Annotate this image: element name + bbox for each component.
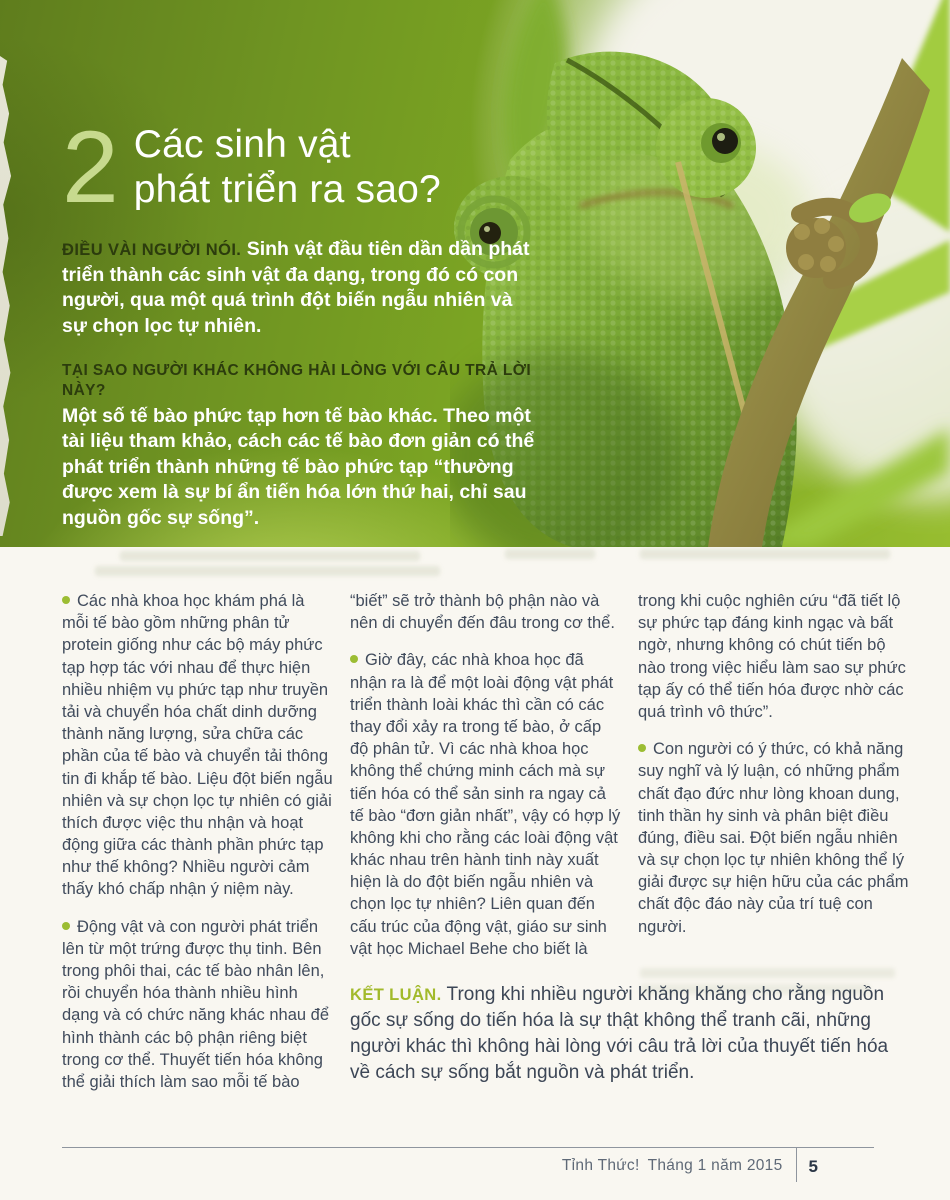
bullet-dot-icon (350, 655, 358, 663)
page-title (134, 122, 441, 212)
conclusion-label: KẾT LUẬN. (350, 986, 442, 1004)
footer-divider (796, 1148, 797, 1182)
page-footer (62, 1147, 874, 1182)
bleed-artifact (120, 551, 420, 561)
bullet-dot-icon (62, 922, 70, 930)
paragraph-text: trong khi cuộc nghiên cứu “đã tiết lộ sự phức tạp đáng kinh ngạc và bất ngờ, nhưng không có chút tiến bộ nào trong việc hiểu làm sao sự phức tạp ấy có thể tiến hóa được nhờ các quá trình vô thức”. (638, 592, 906, 721)
hero-copy (62, 110, 536, 531)
paragraph-text: “biết” sẽ trở thành bộ phận nào và nên di chuyển đến đâu trong cơ thể. (350, 592, 615, 633)
hero-section (0, 0, 950, 547)
claim-paragraph (62, 237, 536, 338)
article-body (62, 590, 916, 1093)
body-paragraph (62, 590, 334, 901)
bullet-dot-icon (638, 744, 646, 752)
column-3 (638, 590, 916, 960)
paragraph-text: Các nhà khoa học khám phá là mỗi tế bào gồm những phân tử protein giống như các bộ máy phức tạp hợp tác với nhau để thực hiện nhiều nhiệm vụ phức tạp như truyền tải và chuyển hóa chất dinh dưỡng thành năng lượng, sửa chữa các phần của tế bào và chuyển tải thông tin đi khắp tế bào. Liệu đột biến ngẫu nhiên và sự chọn lọc tự nhiên có giải thích được việc thu nhận và hoạt động giữa các thành phần phức tạp như thế không? Nhiều người cảm thấy khó chấp nhận ý niệm này. (62, 592, 333, 899)
magazine-title: Tỉnh Thức! (561, 1157, 640, 1174)
footer-meta (562, 1148, 783, 1175)
conclusion-paragraph (350, 982, 916, 1086)
title-line-2: phát triển ra sao? (133, 168, 441, 212)
column-1 (62, 590, 334, 1093)
issue-date: Tháng 1 năm 2015 (647, 1157, 783, 1174)
body-paragraph (350, 649, 622, 960)
body-paragraph (638, 738, 916, 938)
claim-label: ĐIỀU VÀI NGƯỜI NÓI. (62, 241, 242, 260)
column-2 (350, 590, 622, 960)
paragraph-text: Giờ đây, các nhà khoa học đã nhận ra là để một loài động vật phát triển thành loài khác thì cần có các thay đổi xảy ra trong tế bào, ở cấp độ phân tử. Vì các nhà khoa học không thể chứng minh cách mà sự tiến hóa có thể sản sinh ra ngay cả tế bào “đơn giản nhất”, vậy có hợp lý không khi cho rằng các loài động vật khác nhau trên hành tinh này xuất hiện là do đột biến ngẫu nhiên và chọn lọc tự nhiên? Liên quan đến cấu trúc của động vật, giáo sư sinh vật học Michael Behe cho biết là (350, 651, 621, 958)
claim-text: Sinh vật đầu tiên dần dần phát triển thành các sinh vật đa dạng, trong đó có con người, qua một quá trình đột biến ngẫu nhiên và sự chọn lọc tự nhiên. (62, 238, 530, 337)
paragraph-text: Con người có ý thức, có khả năng suy nghĩ và lý luận, có những phẩm chất đạo đức như lòng khoan dung, tinh thần hy sinh và phân biệt điều đúng, điều sai. Đột biến ngẫu nhiên và sự chọn lọc tự nhiên không thể lý giải được sự hiện hữu của các phẩm chất độc đáo này của trí tuệ con người. (638, 740, 909, 936)
question-text: Một số tế bào phức tạp hơn tế bào khác. Theo một tài liệu tham khảo, cách các tế bào đơn giản có thể phát triển thành những tế bào phức tạp “thường được xem là sự bí ẩn tiến hóa lớn thứ hai, chỉ sau nguồn gốc sự sống”. (62, 405, 535, 529)
bleed-artifact (640, 549, 890, 559)
page-number: 5 (808, 1157, 818, 1176)
question-paragraph (62, 361, 536, 531)
body-paragraph (638, 590, 916, 723)
question-label: TẠI SAO NGƯỜI KHÁC KHÔNG HÀI LÒNG VỚI CÂU TRẢ LỜI NÀY? (62, 361, 532, 399)
paragraph-text: Động vật và con người phát triển lên từ một trứng được thụ tinh. Bên trong phôi thai, các tế bào nhân lên, rồi chuyển hóa thành nhiều hình dạng và có chức năng khác nhau để hình thành các bộ phận riêng biệt trong cơ thể. Thuyết tiến hóa không thể giải thích làm sao mỗi tế bào (62, 917, 329, 1091)
bleed-artifact (95, 566, 440, 576)
conclusion-text: Trong khi nhiều người khăng khăng cho rằng nguồn gốc sự sống do tiến hóa là sự thật không thể tranh cãi, những người khác thì không hài lòng với câu trả lời của thuyết tiến hóa về cách sự sống bắt nguồn và phát triển. (350, 984, 889, 1084)
bullet-dot-icon (62, 596, 70, 604)
body-paragraph (62, 916, 334, 1094)
body-paragraph (350, 590, 622, 634)
columns-right-wrap (350, 590, 916, 1093)
title-line-1: Các sinh vật (133, 123, 351, 166)
bleed-artifact (505, 549, 595, 559)
section-number: 2 (62, 110, 119, 224)
